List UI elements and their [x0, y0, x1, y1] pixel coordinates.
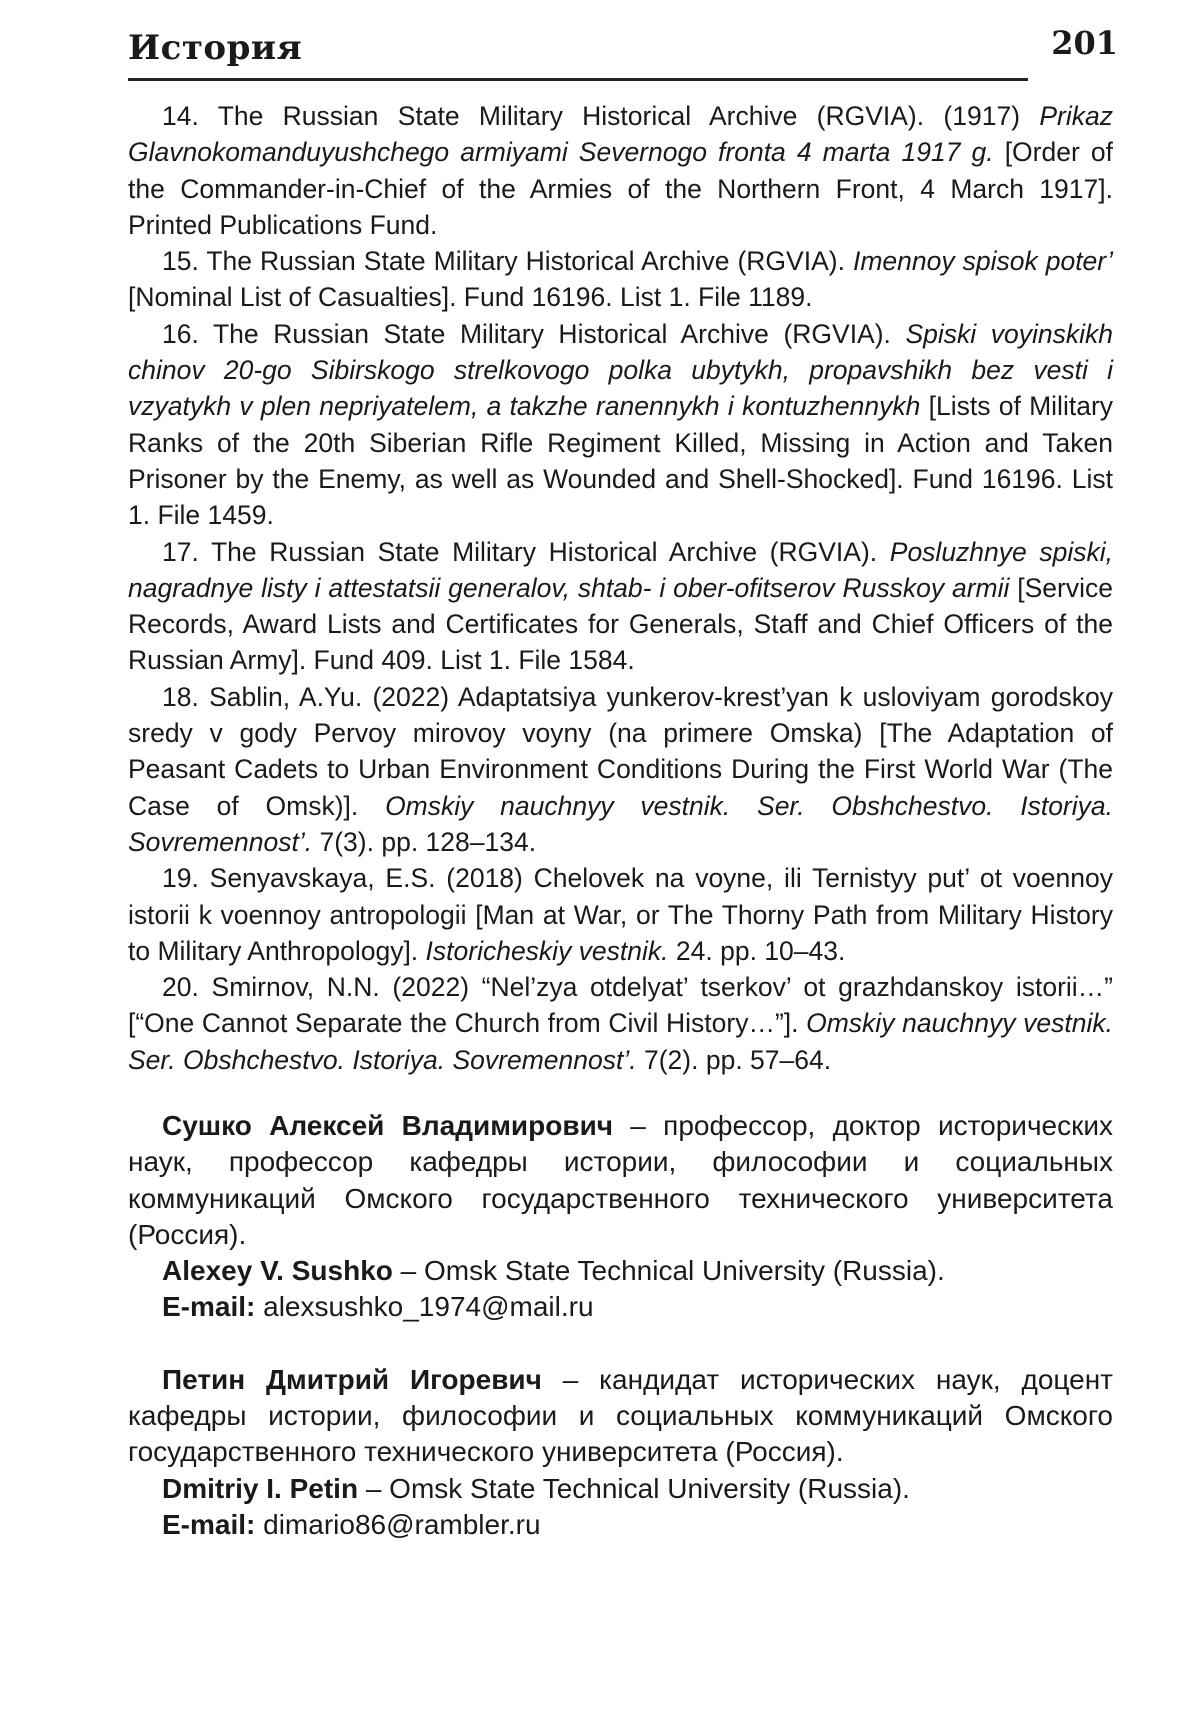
- page-header: [128, 22, 1118, 80]
- reference-text: The Russian State Military Historical Archive (RGVIA).: [212, 318, 906, 349]
- reference-item: [128, 860, 1113, 969]
- author-email-line: [128, 1289, 1113, 1325]
- section-title: История: [128, 28, 303, 68]
- reference-details: [Service Records, Award Lists and Certificates for Generals, Staff and Chief Officers of the Russian Army]. Fund 409. List 1. File 1584.: [128, 572, 1113, 676]
- reference-number: 17.: [162, 536, 199, 567]
- reference-number: 18.: [162, 681, 199, 712]
- author-desc-en: [128, 1471, 1113, 1507]
- reference-number: 15.: [162, 246, 199, 277]
- reference-title: Istoricheskiy vestnik.: [425, 935, 669, 966]
- reference-text: Senyavskaya, E.S. (2018) Chelovek na voyne, ili Ternistyy put’ ot voennoy istorii k voennoy antropologii [Man at War, or The Thorny Path from Military History to Military Anthropology].: [128, 863, 1113, 966]
- reference-number: 20.: [162, 972, 199, 1003]
- reference-item: [128, 98, 1113, 243]
- author-email-line: [128, 1507, 1113, 1543]
- reference-details: [Lists of Military Ranks of the 20th Siberian Rifle Regiment Killed, Missing in Action and Taken Prisoner by the Enemy, as well as Wounded and Shell-Shocked]. Fund 16196. List 1. File 1459.: [128, 391, 1114, 531]
- reference-item: [128, 316, 1113, 534]
- reference-item: [128, 679, 1113, 860]
- reference-item: [128, 534, 1113, 679]
- author-affiliation-en: – Omsk State Technical University (Russia).: [358, 1472, 910, 1504]
- author-affiliation-ru: – профессор, доктор исторических наук, профессор кафедры истории, философии и социальных коммуникаций Омского государственного технического университета (Россия).: [128, 1110, 1113, 1250]
- email-label: E-mail:: [162, 1508, 256, 1540]
- reference-item: [128, 969, 1113, 1078]
- author-affiliation-ru: – кандидат исторических наук, доцент кафедры истории, философии и социальных коммуникаций Омского государственного технического университета (Россия).: [128, 1363, 1113, 1468]
- reference-number: 19.: [162, 863, 199, 894]
- reference-details: [Nominal List of Casualties]. Fund 16196. List 1. File 1189.: [128, 282, 813, 313]
- reference-text: The Russian State Military Historical Archive (RGVIA).: [206, 246, 853, 277]
- reference-title: Omskiy nauchnyy vestnik. Ser. Obshchestvo. Istoriya. Sovremennost’.: [128, 790, 1113, 857]
- reference-list: [128, 98, 1113, 1078]
- reference-title: Imennoy spisok poter’: [852, 246, 1113, 277]
- reference-details: 7(3). pp. 128–134.: [312, 826, 537, 857]
- reference-details: [Order of the Commander-in-Chief of the Armies of the Northern Front, 4 March 1917]. Printed Publications Fund.: [128, 137, 1113, 240]
- author-name-ru: Петин Дмитрий Игоревич: [162, 1363, 542, 1395]
- author-desc-en: [128, 1253, 1113, 1289]
- author-email[interactable]: alexsushko_1974@mail.ru: [255, 1291, 594, 1323]
- author-affiliation-en: – Omsk State Technical University (Russia).: [392, 1255, 945, 1287]
- author-info: [128, 1108, 1113, 1579]
- page-number: 201: [1051, 24, 1118, 62]
- reference-text: Smirnov, N.N. (2022) “Nel’zya otdelyat’ tserkov’ ot grazhdanskoy istorii…” [“One Cannot Separate the Church from Civil History…”].: [128, 972, 1113, 1039]
- author-block: [128, 1362, 1113, 1543]
- author-desc-ru: [128, 1108, 1113, 1253]
- reference-details: 24. pp. 10–43.: [668, 935, 846, 966]
- author-name-en: Dmitriy I. Petin: [162, 1472, 359, 1504]
- reference-text: The Russian State Military Historical Archive (RGVIA). (1917): [217, 101, 1040, 131]
- reference-text: The Russian State Military Historical Archive (RGVIA).: [210, 536, 890, 567]
- header-rule: [128, 78, 1028, 81]
- author-name-ru: Сушко Алексей Владимирович: [162, 1110, 614, 1141]
- author-email[interactable]: dimario86@rambler.ru: [255, 1508, 541, 1540]
- reference-title: Omskiy nauchnyy vestnik. Ser. Obshchestvo. Istoriya. Sovremennost’.: [128, 1008, 1113, 1075]
- author-desc-ru: [128, 1362, 1113, 1471]
- reference-number: 16.: [162, 318, 199, 349]
- reference-item: [128, 243, 1113, 316]
- author-name-en: Alexey V. Sushko: [162, 1255, 393, 1287]
- reference-title: Prikaz Glavnokomanduyushchego armiyami Severnogo fronta 4 marta 1917 g.: [128, 101, 1113, 168]
- reference-text: Sablin, A.Yu. (2022) Adaptatsiya yunkerov-krest’yan k usloviyam gorodskoy sredy v gody Pervoy mirovoy voyny (na primere Omska) [The Adaptation of Peasant Cadets to Urban Environment Conditions During the First World War (The Case of Omsk)].: [128, 681, 1113, 821]
- reference-title: Posluzhnye spiski, nagradnye listy i attestatsii generalov, shtab- i ober-ofitserov Russkoy armii: [128, 536, 1113, 603]
- reference-number: 14.: [162, 101, 199, 131]
- reference-title: Spiski voyinskikh chinov 20-go Sibirskogo strelkovogo polka ubytykh, propavshikh bez vesti i vzyatykh v plen nepriyatelem, a takzhe ranennykh i kontuzhennykh: [128, 318, 1113, 422]
- email-label: E-mail:: [162, 1291, 256, 1323]
- reference-details: 7(2). pp. 57–64.: [636, 1044, 832, 1075]
- author-block: [128, 1108, 1113, 1326]
